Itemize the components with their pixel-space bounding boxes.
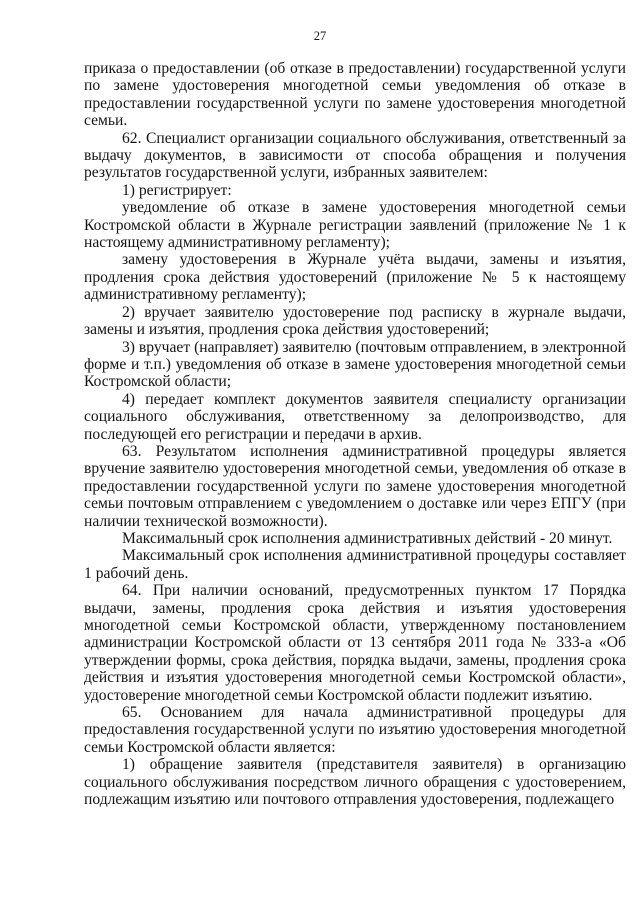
paragraph-continuation: приказа о предоставлении (об отказе в предоставлении) государственной услуги по замене удостоверения многодетной семьи уведомления об отказе в предоставлении государственной услуги по замене удостоверения многодетной семьи. xyxy=(84,60,626,130)
list-item-62-3: 3) вручает (направляет) заявителю (почтовым отправлением, в электронной форме и т.п.) уведомления об отказе в замене удостоверения многодетной семьи Костромской области; xyxy=(84,338,626,391)
list-item-65-1: 1) обращение заявителя (представителя заявителя) в организацию социального обслуживания посредством личного обращения с удостоверением, подлежащим изъятию или почтового отправления удостоверения, подлежащего xyxy=(84,756,626,809)
paragraph-65: 65. Основанием для начала административной процедуры для предоставления государственной услуги по изъятию удостоверения многодетной семьи Костромской области является: xyxy=(84,704,626,756)
document-body xyxy=(84,60,626,808)
paragraph-63: 63. Результатом исполнения административной процедуры является вручение заявителю удостоверения многодетной семьи, уведомления об отказе в предоставлении государственной услуги по замене удостоверения многодетной семьи почтовым отправлением с уведомлением о доставке или через ЕПГУ (при наличии технической возможности). xyxy=(84,442,626,530)
paragraph-62: 62. Специалист организации социального обслуживания, ответственный за выдачу документов, в зависимости от способа обращения и получения результатов государственной услуги, избранных заявителем: xyxy=(84,129,626,182)
list-item-62-4: 4) передает комплект документов заявителя специалисту организации социального обслуживания, ответственному за делопроизводство, для последующей его регистрации и передачи в архив. xyxy=(84,390,626,443)
page-number: 27 xyxy=(313,29,327,43)
paragraph-max-procedure-time: Максимальный срок исполнения административной процедуры составляет 1 рабочий день. xyxy=(84,547,626,582)
paragraph-max-action-time: Максимальный срок исполнения административных действий - 20 минут. xyxy=(122,529,613,547)
list-subitem-replacement: замену удостоверения в Журнале учёта выдачи, замены и изъятия, продления срока действия удостоверений (приложение № 5 к настоящему административному регламенту); xyxy=(84,251,626,304)
paragraph-64: 64. При наличии оснований, предусмотренных пунктом 17 Порядка выдачи, замены, продления срока действия и изъятия удостоверения многодетной семьи Костромской области, утвержденному постановлением администрации Костромской области от 13 сентября 2011 года № 333-а «Об утверждении формы, срока действия, порядка выдачи, замены, продления срока действия и изъятия удостоверения многодетной семьи Костромской области», удостоверение многодетной семьи Костромской области подлежит изъятию. xyxy=(84,582,626,704)
list-item-62-1: 1) регистрирует: xyxy=(122,181,232,199)
list-item-62-2: 2) вручает заявителю удостоверение под расписку в журнале выдачи, замены и изъятия, продления срока действия удостоверений; xyxy=(84,303,626,339)
list-subitem-refusal-notice: уведомление об отказе в замене удостоверения многодетной семьи Костромской области в Журнале регистрации заявлений (приложение № 1 к настоящему административному регламенту); xyxy=(84,199,626,252)
